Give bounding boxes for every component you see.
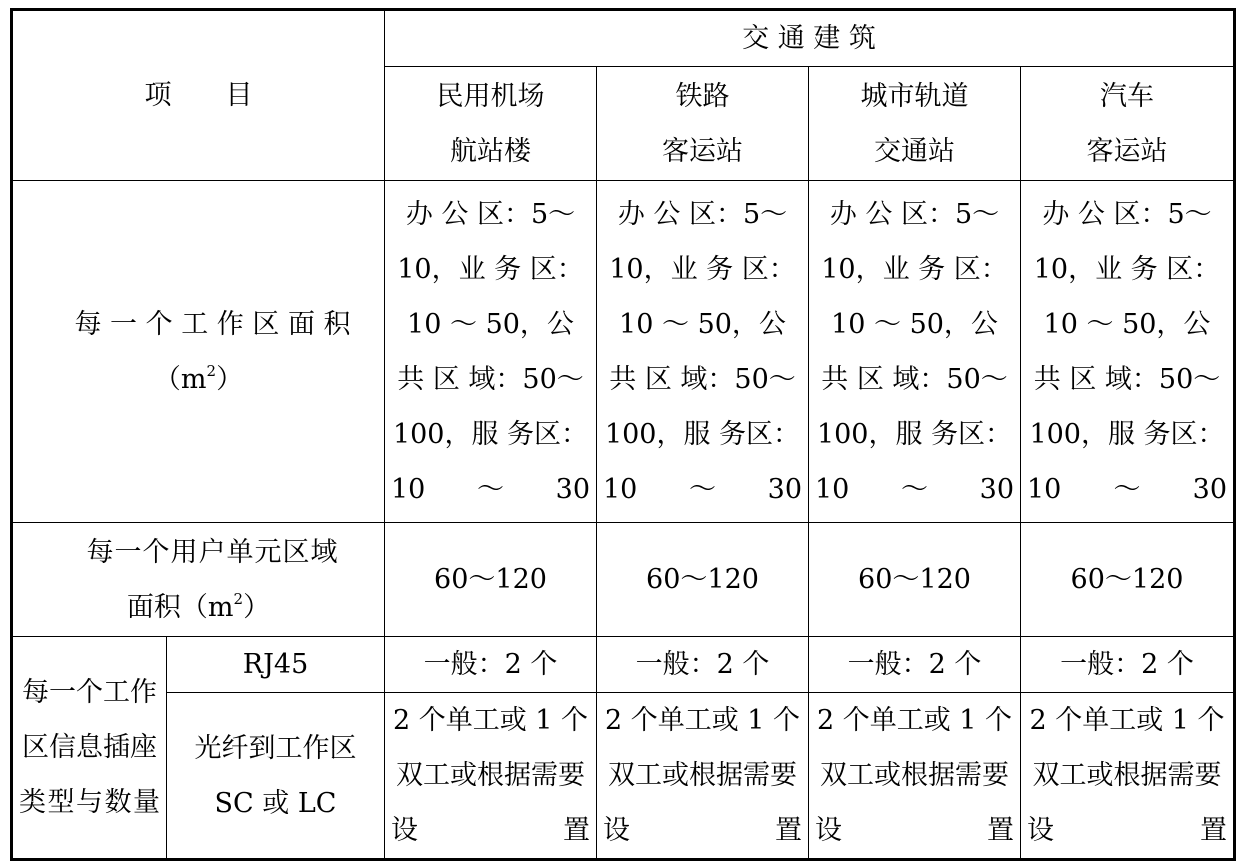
column-header-railway bbox=[597, 67, 809, 181]
outlet-label: 每一个工作区信息插座类型与数量 bbox=[19, 677, 160, 818]
work-area-value-railway bbox=[597, 181, 809, 523]
user-unit-label-cell bbox=[12, 523, 385, 637]
unit-superscript: 2 bbox=[206, 361, 217, 380]
work-area-value: 办 公 区：5～ 10，业 务 区：10 ～ 50，公 共 区 域：50～ 100，服 务区：10～30 bbox=[391, 198, 590, 505]
user-unit-label-line2 bbox=[19, 580, 378, 635]
rj45-value-bus bbox=[1021, 637, 1235, 693]
work-area-value: 办 公 区：5～ 10，业 务 区：10 ～ 50，公 共 区 域：50～ 100，服 务区：10～30 bbox=[1027, 198, 1227, 505]
user-unit-value-railway bbox=[597, 523, 809, 637]
user-unit-value: 60～120 bbox=[434, 564, 547, 595]
rj45-label: RJ45 bbox=[242, 649, 309, 680]
work-area-value: 办 公 区：5～ 10，业 务 区：10 ～ 50，公 共 区 域：50～ 100，服 务区：10～30 bbox=[815, 198, 1014, 505]
fiber-label-cell bbox=[167, 693, 385, 860]
column-header-bus bbox=[1021, 67, 1235, 181]
work-area-label: 每 一 个 工 作 区 面 积 bbox=[74, 308, 351, 340]
group-header-cell bbox=[385, 10, 1235, 67]
rj45-value-metro bbox=[809, 637, 1021, 693]
fiber-value: 2 个单工或 1 个双工或根据需要设置 bbox=[603, 705, 802, 846]
fiber-value: 2 个单工或 1 个双工或根据需要设置 bbox=[391, 705, 590, 846]
user-unit-value-bus bbox=[1021, 523, 1235, 637]
user-unit-value: 60～120 bbox=[858, 564, 971, 595]
column-header-airport bbox=[385, 67, 597, 181]
work-area-value: 办 公 区：5～ 10，业 务 区：10 ～ 50，公 共 区 域：50～ 100，服 务区：10～30 bbox=[603, 198, 802, 505]
unit-prefix: （m bbox=[153, 363, 207, 395]
user-unit-value-metro bbox=[809, 523, 1021, 637]
rj45-label-cell bbox=[167, 637, 385, 693]
rj45-value: 一般：2 个 bbox=[423, 649, 558, 680]
rj45-value-railway bbox=[597, 637, 809, 693]
work-area-label-cell bbox=[12, 181, 385, 523]
unit-suffix: ） bbox=[216, 363, 244, 395]
fiber-value-airport bbox=[385, 693, 597, 860]
user-unit-value: 60～120 bbox=[1070, 564, 1184, 595]
spec-table bbox=[10, 8, 1236, 861]
fiber-label-line2: SC 或 LC bbox=[214, 787, 337, 819]
user-unit-row bbox=[12, 523, 1235, 637]
column-header-line1: 铁路 bbox=[675, 80, 730, 112]
column-header-line2: 客运站 bbox=[1086, 135, 1168, 167]
fiber-value: 2 个单工或 1 个双工或根据需要设置 bbox=[1027, 705, 1227, 846]
outlet-label-cell bbox=[12, 637, 167, 860]
work-area-value-metro bbox=[809, 181, 1021, 523]
column-header-line2: 客运站 bbox=[662, 135, 743, 167]
fiber-label-line1: 光纤到工作区 bbox=[194, 732, 357, 764]
item-header-cell bbox=[12, 10, 385, 181]
fiber-value-railway bbox=[597, 693, 809, 860]
work-area-value-airport bbox=[385, 181, 597, 523]
column-header-line1: 汽车 bbox=[1100, 80, 1154, 112]
rj45-value: 一般：2 个 bbox=[1060, 649, 1194, 680]
header-row-1 bbox=[12, 10, 1235, 67]
column-header-metro bbox=[809, 67, 1021, 181]
work-area-row bbox=[12, 181, 1235, 523]
item-header-label: 项 目 bbox=[144, 80, 253, 111]
user-unit-superscript: 2 bbox=[233, 589, 244, 608]
rj45-value: 一般：2 个 bbox=[635, 649, 770, 680]
column-header-line2: 交通站 bbox=[874, 135, 955, 167]
user-unit-label-suffix: ） bbox=[243, 591, 271, 623]
work-area-value-bus bbox=[1021, 181, 1235, 523]
rj45-value: 一般：2 个 bbox=[847, 649, 982, 680]
rj45-value-airport bbox=[385, 637, 597, 693]
group-header-label: 交 通 建 筑 bbox=[742, 23, 876, 54]
fiber-row bbox=[12, 693, 1235, 860]
column-header-line1: 城市轨道 bbox=[860, 80, 969, 112]
fiber-value-metro bbox=[809, 693, 1021, 860]
user-unit-value: 60～120 bbox=[646, 564, 759, 595]
column-header-line2: 航站楼 bbox=[450, 135, 531, 167]
fiber-value-bus bbox=[1021, 693, 1235, 860]
user-unit-label-line1: 每一个用户单元区域 bbox=[86, 536, 339, 568]
user-unit-value-airport bbox=[385, 523, 597, 637]
rj45-row bbox=[12, 637, 1235, 693]
work-area-unit bbox=[19, 352, 378, 407]
user-unit-label-prefix: 面积（m bbox=[126, 591, 234, 623]
column-header-line1: 民用机场 bbox=[436, 80, 545, 112]
fiber-value: 2 个单工或 1 个双工或根据需要设置 bbox=[815, 705, 1014, 846]
